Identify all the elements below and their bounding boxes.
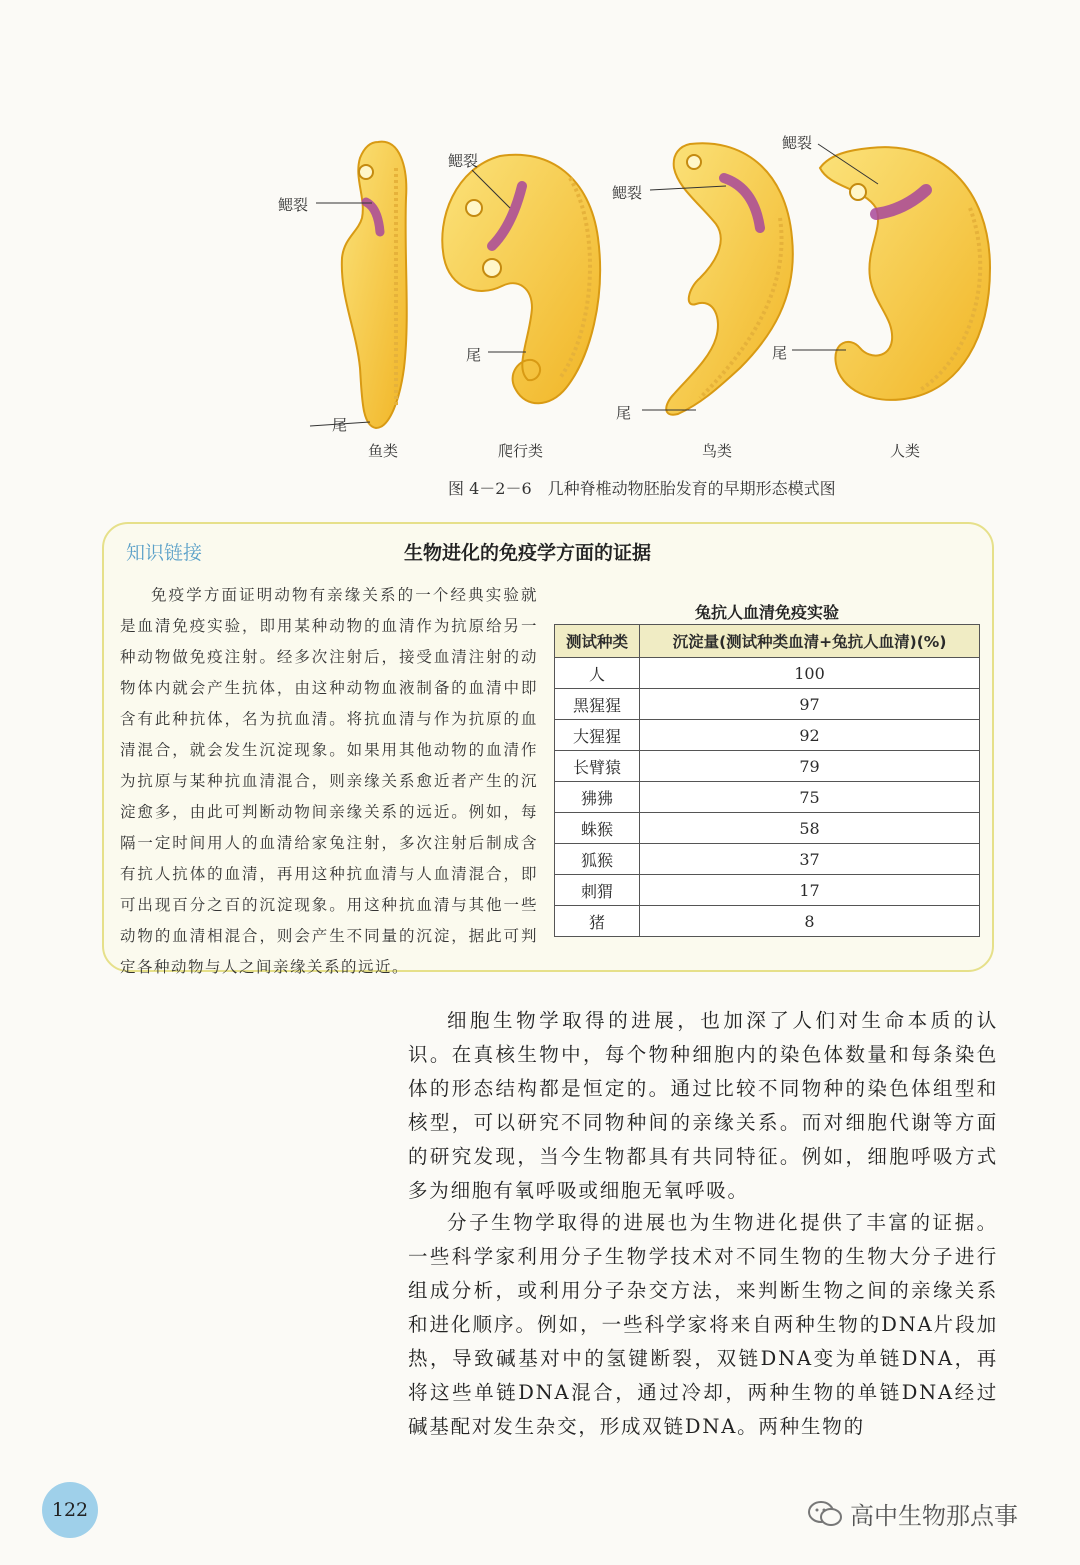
label-tail-human: 尾 — [772, 344, 788, 362]
reptile-embryo — [442, 155, 600, 404]
group-fish: 鱼类 — [368, 442, 399, 460]
fish-embryo — [342, 142, 407, 428]
table-row — [555, 658, 980, 689]
cell-species: 人 — [555, 658, 640, 689]
cell-value: 37 — [640, 844, 980, 875]
serum-table — [554, 624, 980, 937]
table-row — [555, 875, 980, 906]
cell-value: 75 — [640, 782, 980, 813]
table-header-row — [555, 625, 980, 658]
cell-species: 蛛猴 — [555, 813, 640, 844]
figure-caption: 图 4－2－6 几种脊椎动物胚胎发育的早期形态模式图 — [448, 479, 836, 498]
label-tail-reptile: 尾 — [466, 346, 482, 364]
table-row — [555, 906, 980, 937]
group-reptile: 爬行类 — [498, 442, 544, 460]
watermark — [808, 1496, 1018, 1531]
table-row — [555, 844, 980, 875]
box-tag: 知识链接 — [126, 542, 203, 564]
group-bird: 鸟类 — [702, 442, 733, 460]
table-row — [555, 782, 980, 813]
cell-species: 长臂猿 — [555, 751, 640, 782]
cell-value: 58 — [640, 813, 980, 844]
cell-species: 狒狒 — [555, 782, 640, 813]
cell-value: 17 — [640, 875, 980, 906]
human-embryo — [820, 147, 990, 400]
header-precipitate: 沉淀量(测试种类血清+兔抗人血清)(%) — [640, 625, 980, 658]
wechat-icon — [808, 1500, 842, 1528]
body-paragraph-2: 分子生物学取得的进展也为生物进化提供了丰富的证据。一些科学家利用分子生物学技术对不同生物的生物大分子进行组成分析，或利用分子杂交方法，来判断生物之间的亲缘关系和进化顺序。例如，一些科学家将来自两种生物的DNA片段加热，导致碱基对中的氢键断裂，双链DNA变为单链DNA，再将这些单链DNA混合，通过冷却，两种生物的单链DNA经过碱基配对发生杂交，形成双链DNA。两种生物的 — [408, 1211, 998, 1438]
table-title: 兔抗人血清免疫实验 — [694, 603, 839, 622]
box-title: 生物进化的免疫学方面的证据 — [404, 542, 652, 564]
label-tail-bird: 尾 — [616, 404, 632, 422]
watermark-text: 高中生物那点事 — [850, 1502, 1018, 1530]
body-paragraph-1: 细胞生物学取得的进展，也加深了人们对生命本质的认识。在真核生物中，每个物种细胞内的染色体数量和每条染色体的形态结构都是恒定的。通过比较不同物种的染色体组型和核型，可以研究不同物种间的亲缘关系。而对细胞代谢等方面的研究发现，当今生物都具有共同特征。例如，细胞呼吸方式多为细胞有氧呼吸或细胞无氧呼吸。 — [408, 1009, 998, 1202]
cell-species: 刺猬 — [555, 875, 640, 906]
cell-value: 92 — [640, 720, 980, 751]
header-species: 测试种类 — [555, 625, 640, 658]
embryo-figure — [270, 128, 1030, 468]
cell-value: 100 — [640, 658, 980, 689]
label-gill-bird: 鳃裂 — [612, 184, 643, 202]
label-gill-human: 鳃裂 — [782, 134, 813, 152]
table-row — [555, 689, 980, 720]
bird-embryo — [666, 143, 793, 414]
knowledge-link-box — [102, 522, 994, 976]
label-gill-reptile: 鳃裂 — [448, 152, 479, 170]
table-row — [555, 720, 980, 751]
embryo-illustration — [270, 128, 1030, 468]
cell-species: 狐猴 — [555, 844, 640, 875]
cell-species: 黑猩猩 — [555, 689, 640, 720]
cell-value: 97 — [640, 689, 980, 720]
cell-value: 79 — [640, 751, 980, 782]
group-human: 人类 — [890, 442, 921, 460]
label-gill-fish: 鳃裂 — [278, 196, 309, 214]
label-tail-fish: 尾 — [332, 416, 348, 434]
cell-species: 大猩猩 — [555, 720, 640, 751]
page-number: 122 — [42, 1482, 98, 1538]
table-row — [555, 751, 980, 782]
cell-species: 猪 — [555, 906, 640, 937]
box-paragraph: 免疫学方面证明动物有亲缘关系的一个经典实验就是血清免疫实验，即用某种动物的血清作为抗原给另一种动物做免疫注射。经多次注射后，接受血清注射的动物体内就会产生抗体，由这种动物血液制备的血清中即含有此种抗体，名为抗血清。将抗血清与作为抗原的血清混合，就会发生沉淀现象。如果用其他动物的血清作为抗原与某种抗血清混合，则亲缘关系愈近者产生的沉淀愈多，由此可判断动物间亲缘关系的远近。例如，每隔一定时间用人的血清给家兔注射，多次注射后制成含有抗人抗体的血清，再用这种抗血清与人血清混合，即可出现百分之百的沉淀现象。用这种抗血清与其他一些动物的血清相混合，则会产生不同量的沉淀，据此可判定各种动物与人之间亲缘关系的远近。 — [120, 586, 538, 976]
cell-value: 8 — [640, 906, 980, 937]
table-row — [555, 813, 980, 844]
